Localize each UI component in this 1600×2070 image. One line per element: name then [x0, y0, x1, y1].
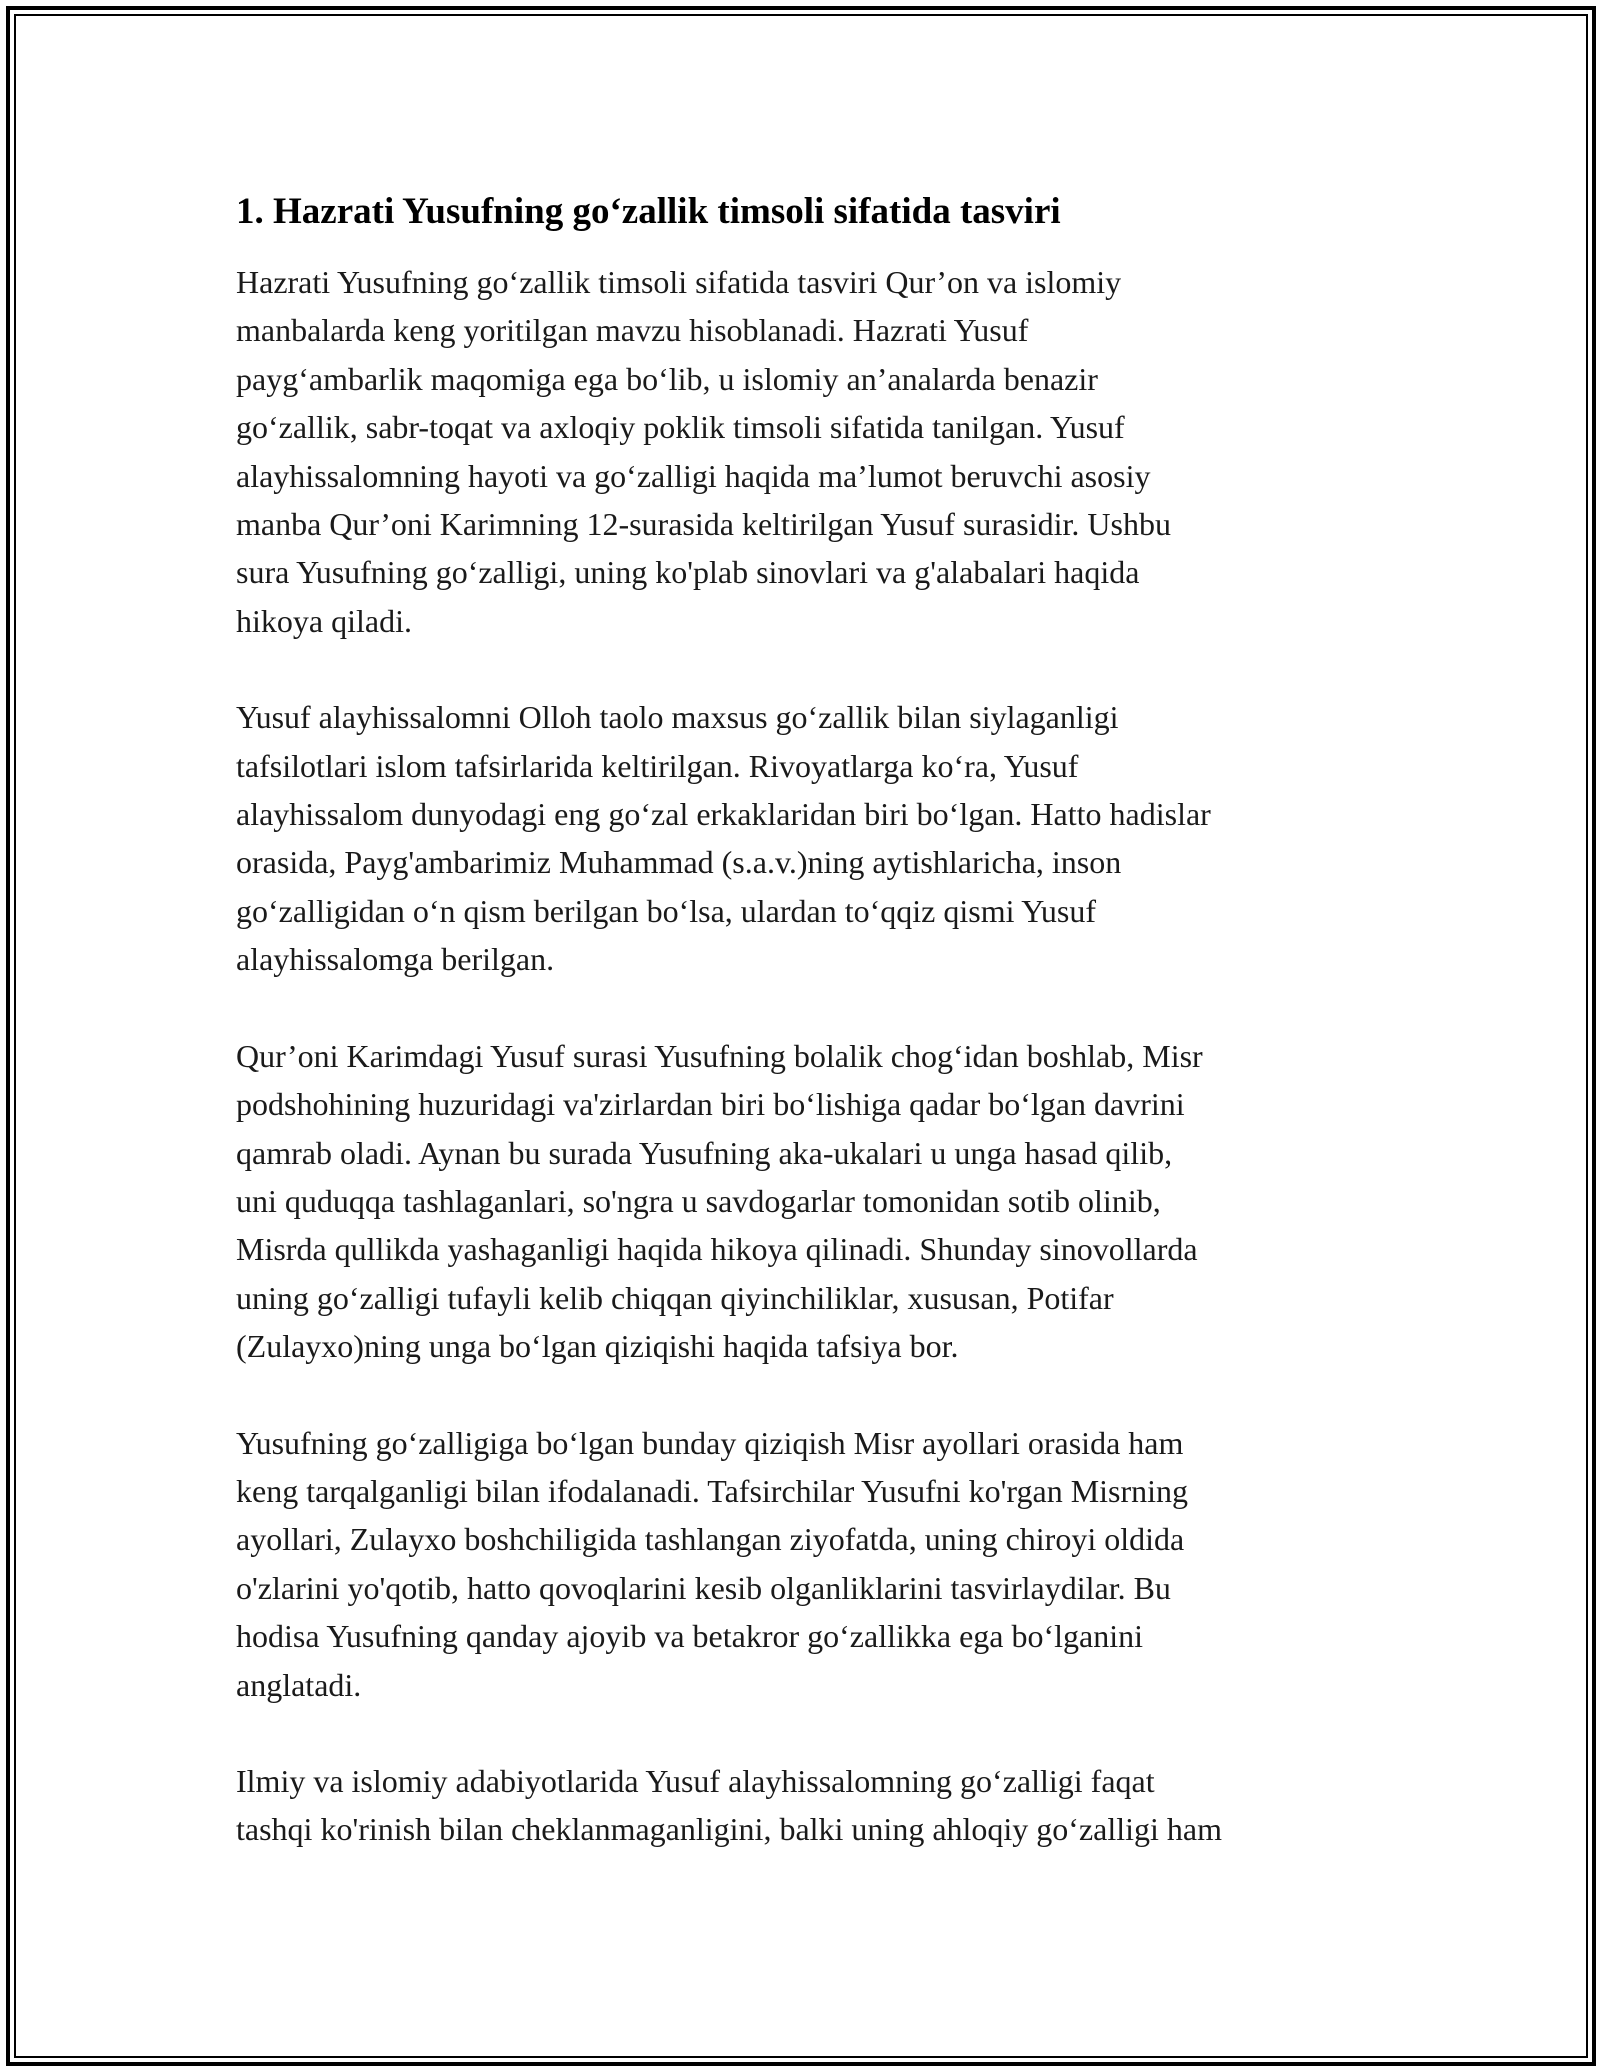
text-line: Yusuf alayhissalomni Olloh taolo maxsus go‘zallik bilan siylaganligi: [236, 699, 1119, 736]
text-line: Misrda qullikda yashaganligi haqida hikoya qilinadi. Shunday sinovollarda: [236, 1231, 1198, 1268]
text-line: Ilmiy va islomiy adabiyotlarida Yusuf alayhissalomning go‘zalligi faqat: [236, 1762, 1155, 1799]
text-line: o'zlarini yo'qotib, hatto qovoqlarini kesib olganliklarini tasvirlaydilar. Bu: [236, 1569, 1171, 1606]
text-line: sura Yusufning go‘zalligi, uning ko'plab sinovlari va g'alabalari haqida: [236, 554, 1140, 591]
text-line: uni quduqqa tashlaganlari, so'ngra u savdogarlar tomonidan sotib olinib,: [236, 1182, 1161, 1219]
text-line: alayhissalomning hayoti va go‘zalligi haqida ma’lumot beruvchi asosiy: [236, 457, 1151, 494]
text-line: Hazrati Yusufning go‘zallik timsoli sifatida tasviri Qur’on va islomiy: [236, 264, 1122, 300]
text-line: hodisa Yusufning qanday ajoyib va betakror go‘zallikka ega bo‘lganini: [236, 1618, 1143, 1655]
text-line: tashqi ko'rinish bilan cheklanmaganligini, balki uning ahloqiy go‘zalligi ham: [236, 1811, 1223, 1848]
text-line: tafsilotlari islom tafsirlarida keltirilgan. Rivoyatlarga ko‘ra, Yusuf: [236, 747, 1079, 784]
text-line: Qur’oni Karimdagi Yusuf surasi Yusufning bolalik chog‘idan boshlab, Misr: [236, 1037, 1203, 1074]
text-line: (Zulayxo)ning unga bo‘lgan qiziqishi haqida tafsiya bor.: [236, 1328, 959, 1365]
paragraph-1: [236, 258, 1366, 645]
text-line: qamrab oladi. Aynan bu surada Yusufning aka-ukalari u unga hasad qilib,: [236, 1134, 1173, 1171]
section-heading: 1. Hazrati Yusufning go‘zallik timsoli sifatida tasviri: [236, 191, 1061, 232]
text-line: go‘zallik, sabr-toqat va axloqiy poklik timsoli sifatida tanilgan. Yusuf: [236, 409, 1125, 446]
document-body: [236, 188, 1366, 1902]
text-line: Yusufning go‘zalligiga bo‘lgan bunday qiziqish Misr ayollari orasida ham: [236, 1424, 1184, 1461]
paragraph-3: [236, 1032, 1366, 1371]
text-line: hikoya qiladi.: [236, 602, 412, 639]
text-line: orasida, Payg'ambarimiz Muhammad (s.a.v.)ning aytishlaricha, inson: [236, 844, 1122, 881]
text-line: go‘zalligidan o‘n qism berilgan bo‘lsa, ulardan to‘qqiz qismi Yusuf: [236, 892, 1096, 929]
text-line: alayhissalom dunyodagi eng go‘zal erkaklaridan biri bo‘lgan. Hatto hadislar: [236, 796, 1211, 833]
text-line: podshohining huzuridagi va'zirlardan biri bo‘lishiga qadar bo‘lgan davrini: [236, 1086, 1185, 1123]
text-line: payg‘ambarlik maqomiga ega bo‘lib, u islomiy an’analarda benazir: [236, 360, 1098, 397]
paragraph-4: [236, 1419, 1366, 1709]
text-line: manba Qur’oni Karimning 12-surasida keltirilgan Yusuf surasidir. Ushbu: [236, 506, 1171, 543]
text-line: ayollari, Zulayxo boshchiligida tashlangan ziyofatda, uning chiroyi oldida: [236, 1521, 1185, 1558]
paragraph-2: [236, 693, 1366, 983]
text-line: keng tarqalganligi bilan ifodalanadi. Tafsirchilar Yusufni ko'rgan Misrning: [236, 1472, 1189, 1509]
text-line: manbalarda keng yoritilgan mavzu hisoblanadi. Hazrati Yusuf: [236, 312, 1029, 349]
text-line: uning go‘zalligi tufayli kelib chiqqan qiyinchiliklar, xususan, Potifar: [236, 1279, 1114, 1316]
text-line: anglatadi.: [236, 1666, 362, 1703]
paragraph-5: [236, 1757, 1366, 1854]
text-line: alayhissalomga berilgan.: [236, 941, 555, 978]
